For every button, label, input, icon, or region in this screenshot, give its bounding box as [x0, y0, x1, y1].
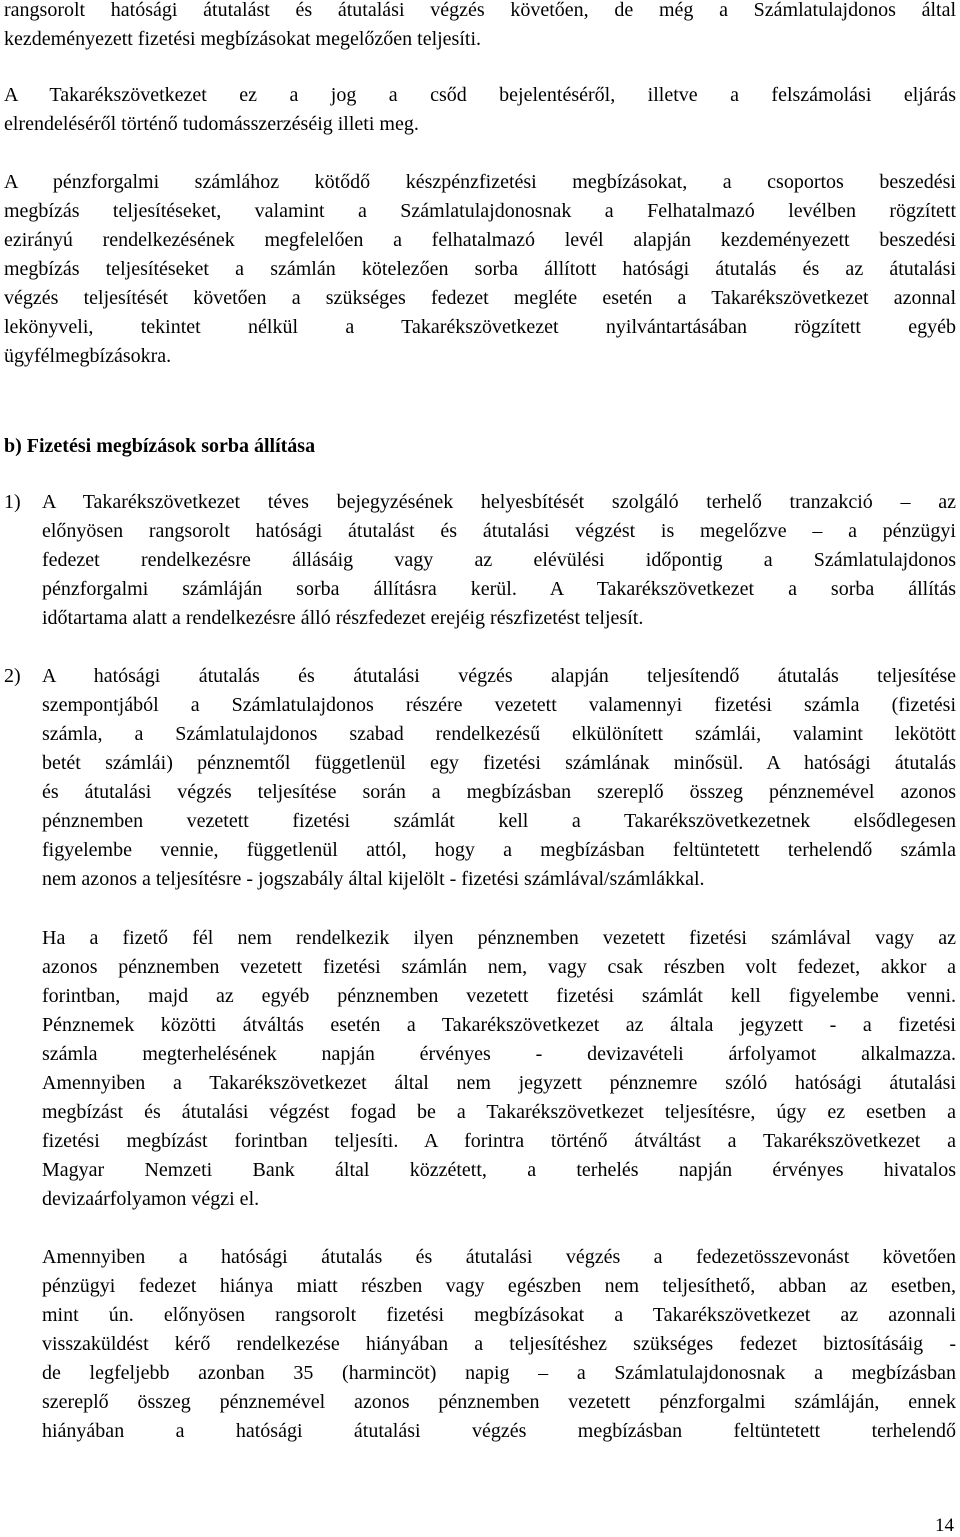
text-line: azonos pénznemben vezetett fizetési számlán nem, vagy csak részben volt fedezet, akkor a	[42, 956, 956, 978]
text-line: A hatósági átutalás és átutalási végzés alapján teljesítendő átutalás teljesítése	[42, 665, 956, 687]
text-line: nem azonos a teljesítésre - jogszabály által kijelölt - fizetési számlával/számlákkal.	[42, 868, 705, 890]
text-line: végzés teljesítését követően a szükséges fedezet megléte esetén a Takarékszövetkezet azonnal	[4, 287, 956, 309]
text-line: lekönyveli, tekintet nélkül a Takarékszövetkezet nyilvántartásában rögzített egyéb	[4, 316, 956, 338]
text-line: visszaküldést kérő rendelkezése hiányában a teljesítéshez szükséges fedezet biztosításáig -	[42, 1333, 956, 1355]
item-body	[42, 662, 956, 894]
text-line: forintban, majd az egyéb pénznemben vezetett fizetési számlát kell figyelembe venni.	[42, 985, 956, 1007]
text-line: ügyfélmegbízásokra.	[4, 345, 172, 367]
paragraph-continuation	[4, 0, 956, 54]
text-line: A Takarékszövetkezet téves bejegyzésének helyesbítését szolgáló terhelő tranzakció – az	[42, 491, 956, 513]
text-line: de legfeljebb azonban 35 (harmincöt) napig – a Számlatulajdonosnak a megbízásban	[42, 1362, 956, 1384]
text-line: pénzügyi fedezet hiánya miatt részben vagy egészben nem teljesíthető, abban az esetben,	[42, 1275, 956, 1297]
text-line: megbízást és átutalási végzést fogad be a Takarékszövetkezet teljesítésre, úgy ez esetben a	[42, 1101, 956, 1123]
paragraph-insufficient-funds	[42, 1243, 956, 1446]
item-body	[42, 488, 956, 633]
page-number: 14	[935, 1515, 954, 1536]
text-line: Ha a fizető fél nem rendelkezik ilyen pénznemben vezetett fizetési számlával vagy az	[42, 927, 956, 949]
text-line: számla megterhelésének napján érvényes - devizavételi árfolyamot alkalmazza.	[42, 1043, 956, 1065]
text-line: kezdeményezett fizetési megbízásokat megelőzően teljesíti.	[4, 28, 482, 50]
text-line: figyelembe vennie, függetlenül attól, hogy a megbízásban feltüntetett terhelendő számla	[42, 839, 956, 861]
text-line: mint ún. előnyösen rangsorolt fizetési megbízásokat a Takarékszövetkezet az azonnali	[42, 1304, 956, 1326]
text-line: Amennyiben a hatósági átutalás és átutalási végzés a fedezetösszevonást követően	[42, 1246, 956, 1268]
text-line: A Takarékszövetkezet ez a jog a csőd bejelentéséről, illetve a felszámolási eljárás	[4, 84, 956, 106]
paragraph-bankruptcy-right	[4, 81, 956, 139]
text-line: megbízás teljesítéseket, valamint a Számlatulajdonosnak a Felhatalmazó levélben rögzített	[4, 200, 956, 222]
text-line: megbízás teljesítéseket a számlán kötelezően sorba állított hatósági átutalás és az átutalási	[4, 258, 956, 280]
text-line: számla, a Számlatulajdonos szabad rendelkezésű elkülönített számlái, valamint lekötött	[42, 723, 956, 745]
text-line: betét számlái) pénznemtől függetlenül egy fizetési számlának minősül. A hatósági átutalás	[42, 752, 956, 774]
numbered-item-2	[4, 662, 956, 894]
text-line: Amennyiben a Takarékszövetkezet által nem jegyzett pénznemre szóló hatósági átutalási	[42, 1072, 956, 1094]
text-line: fedezet rendelkezésre állásáig vagy az elévülési időpontig a Számlatulajdonos	[42, 549, 956, 571]
text-line: A pénzforgalmi számlához kötődő készpénzfizetési megbízásokat, a csoportos beszedési	[4, 171, 956, 193]
text-line: Magyar Nemzeti Bank által közzétett, a terhelés napján érvényes hivatalos	[42, 1159, 956, 1181]
text-line: időtartama alatt a rendelkezésre álló részfedezet erejéig részfizetést teljesít.	[42, 607, 644, 629]
text-line: elrendeléséről történő tudomásszerzéséig illeti meg.	[4, 113, 419, 135]
text-line: szereplő összeg pénznemével azonos pénznemben vezetett pénzforgalmi számláján, ennek	[42, 1391, 956, 1413]
paragraph-currency-conversion	[42, 924, 956, 1214]
numbered-item-1	[4, 488, 956, 633]
text-line: pénznemben vezetett fizetési számlát kell a Takarékszövetkezetnek elsődlegesen	[42, 810, 956, 832]
section-heading: b) Fizetési megbízások sorba állítása	[4, 435, 316, 457]
item-number: 2)	[4, 665, 21, 687]
text-line: szempontjából a Számlatulajdonos részére vezetett valamennyi fizetési számla (fizetési	[42, 694, 956, 716]
text-line: és átutalási végzés teljesítése során a megbízásban szereplő összeg pénznemével azonos	[42, 781, 956, 803]
text-line: Pénznemek közötti átváltás esetén a Takarékszövetkezet az általa jegyzett - a fizetési	[42, 1014, 956, 1036]
text-line: hiányában a hatósági átutalási végzés megbízásban feltüntetett terhelendő	[42, 1420, 956, 1442]
item-number: 1)	[4, 491, 21, 513]
text-line: rangsorolt hatósági átutalást és átutalási végzés követően, de még a Számlatulajdonos által	[4, 0, 956, 21]
paragraph-cash-payment-orders	[4, 168, 956, 371]
text-line: előnyösen rangsorolt hatósági átutalást és átutalási végzést is megelőzve – a pénzügyi	[42, 520, 956, 542]
text-line: devizaárfolyamon végzi el.	[42, 1188, 260, 1210]
text-line: ezirányú rendelkezésének megfelelően a felhatalmazó levél alapján kezdeményezett beszedési	[4, 229, 956, 251]
text-line: pénzforgalmi számláján sorba állításra kerül. A Takarékszövetkezet a sorba állítás	[42, 578, 956, 600]
text-line: fizetési megbízást forintban teljesíti. A forintra történő átváltást a Takarékszövetkezet a	[42, 1130, 956, 1152]
